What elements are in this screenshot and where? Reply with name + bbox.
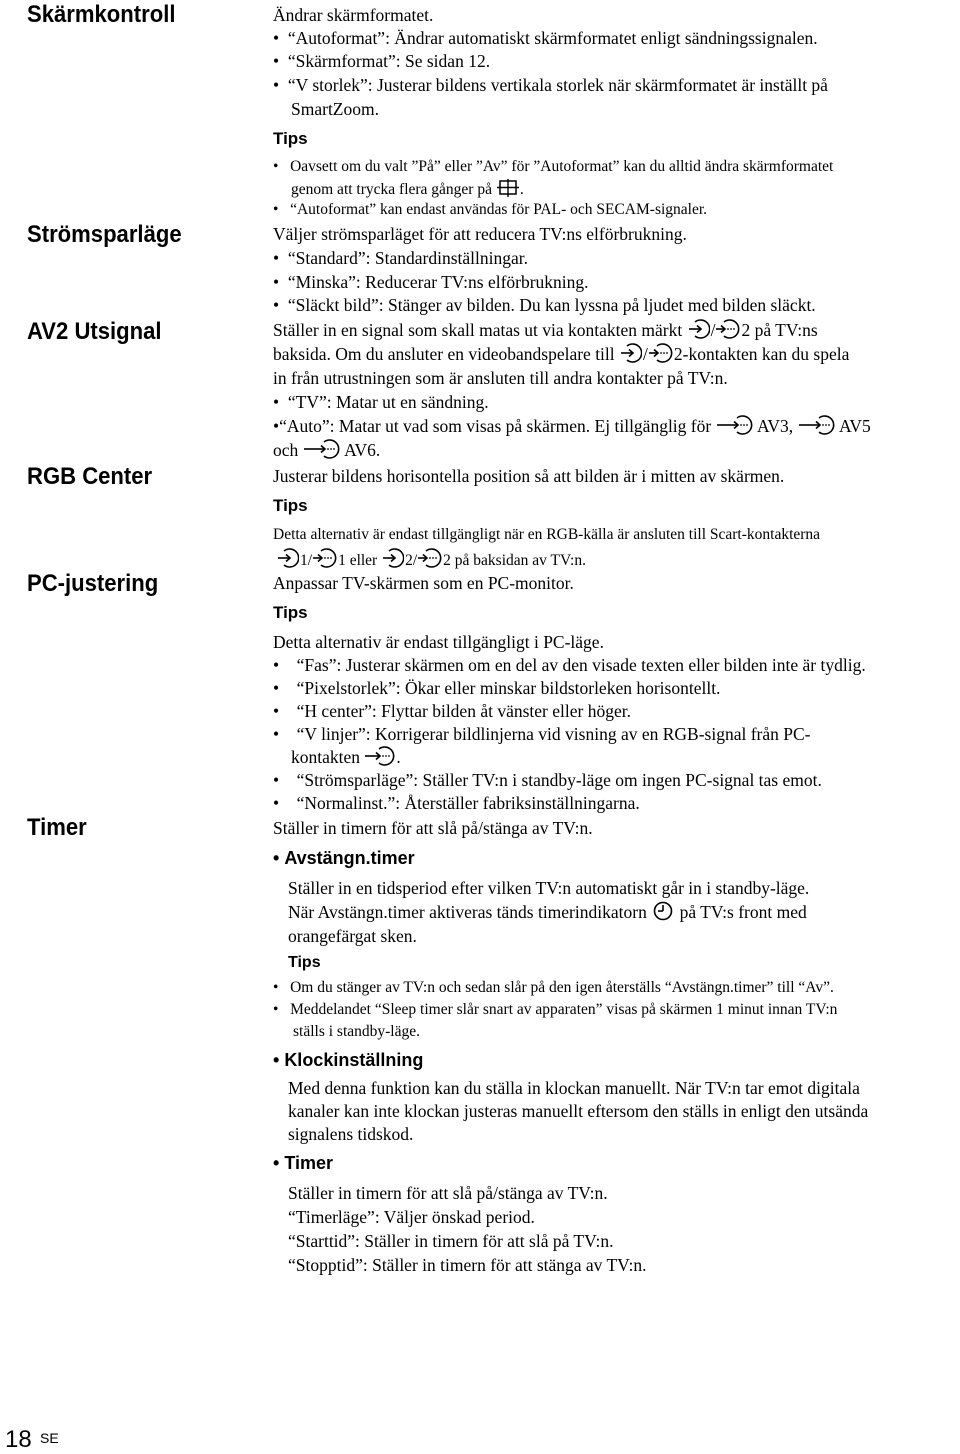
rgb-intro: Justerar bildens horisontella position så att bilden är i mitten av skärmen. [273, 466, 785, 486]
timer-intro: Ställer in timern för att slå på/stänga av TV:n. [273, 818, 593, 838]
skarm-intro: Ändrar skärmformatet. [273, 5, 434, 25]
timer-text: signalens tidskod. [288, 1124, 414, 1144]
tip-item: • Meddelandet “Sleep timer slår snart av apparaten” visas på skärmen 1 minut innan TV:n [273, 1001, 838, 1018]
av2-line: in från utrustningen som är ansluten till andra kontakter på TV:n. [273, 368, 728, 388]
output-arrow-icon [717, 415, 753, 435]
timer-text: När Avstängn.timer aktiveras tänds timerindikatorn på TV:s front med [288, 902, 807, 922]
av2-line: Ställer in en signal som skall matas ut via kontakten märkt / 2 på TV:ns [273, 320, 818, 340]
av2-line: baksida. Om du ansluter en videobandspelare till / 2-kontakten kan du spela [273, 344, 850, 364]
list-item-cont: SmartZoom. [291, 99, 379, 119]
list-item: • “V storlek”: Justerar bildens vertikala storlek när skärmformatet är inställt på [273, 75, 828, 95]
timer-text: Ställer in timern för att slå på/stänga av TV:n. [288, 1183, 608, 1203]
list-item: • “Strömsparläge”: Ställer TV:n i standby-läge om ingen PC-signal tas emot. [273, 770, 822, 790]
tips-label: Tips [273, 496, 308, 515]
tip-text: 1/ 1 eller 2/ 2 på baksidan av TV:n. [276, 548, 586, 571]
output-arrow-icon [313, 548, 337, 568]
list-item: • “Pixelstorlek”: Ökar eller minskar bildstorleken horisontellt. [273, 678, 721, 698]
list-item-cont: och AV6. [273, 440, 381, 460]
timer-text: orangefärgat sken. [288, 926, 417, 946]
subheading-timer: • Timer [273, 1153, 334, 1173]
input-arrow-icon [277, 548, 299, 568]
timer-text: kanaler kan inte klockan justeras manuellt eftersom den ställs in enligt den utsända [288, 1101, 869, 1121]
list-item-cont: kontakten . [291, 747, 401, 767]
list-item: • “Autoformat”: Ändrar automatiskt skärmformatet enligt sändningssignalen. [273, 28, 818, 48]
input-arrow-icon [620, 343, 642, 363]
list-item: • “TV”: Matar ut en sändning. [273, 392, 489, 412]
input-arrow-icon [688, 319, 710, 339]
list-item: • “Skärmformat”: Se sidan 12. [273, 51, 491, 71]
output-arrow-icon [418, 548, 442, 568]
tip-item: • “Autoformat” kan endast användas för PAL- och SECAM-signaler. [273, 201, 708, 218]
heading-av2-utsignal: AV2 Utsignal [27, 318, 162, 345]
subheading-klockinstallning: • Klockinställning [273, 1050, 424, 1070]
heading-stromsparlage: Strömsparläge [27, 221, 182, 248]
tip-item: • Om du stänger av TV:n och sedan slår på den igen återställs “Avstängn.timer” till “Av”. [273, 979, 834, 996]
language-code: SE [40, 1430, 59, 1446]
output-arrow-icon [365, 746, 395, 766]
timer-text: Ställer in en tidsperiod efter vilken TV:n automatiskt går in i standby-läge. [288, 878, 810, 898]
tip-item: • Oavsett om du valt ”På” eller ”Av” för ”Autoformat” kan du alltid ändra skärmformatet [273, 158, 834, 175]
tips-label: Tips [273, 129, 308, 148]
strom-intro: Väljer strömsparläget för att reducera TV:ns elförbrukning. [273, 224, 687, 244]
list-item: • “Normalinst.”: Återställer fabriksinställningarna. [273, 793, 640, 813]
output-arrow-icon [799, 415, 835, 435]
heading-skarmkontroll: Skärmkontroll [27, 1, 176, 28]
list-item: • “H center”: Flyttar bilden åt vänster eller höger. [273, 701, 631, 721]
list-item: • “Standard”: Standardinställningar. [273, 248, 528, 268]
list-item: • “Minska”: Reducerar TV:ns elförbrukning. [273, 272, 589, 292]
heading-pc-justering: PC-justering [27, 570, 159, 597]
tips-label: Tips [288, 954, 321, 971]
pc-note: Detta alternativ är endast tillgängligt i PC-läge. [273, 632, 604, 652]
pc-intro: Anpassar TV-skärmen som en PC-monitor. [273, 573, 574, 593]
page-number: 18 [5, 1426, 32, 1453]
list-item: •“Auto”: Matar ut vad som visas på skärmen. Ej tillgänglig för AV3, AV5 [273, 416, 871, 436]
list-item: • “Släckt bild”: Stänger av bilden. Du kan lyssna på ljudet med bilden släckt. [273, 295, 816, 315]
wide-mode-icon [497, 179, 519, 197]
list-item: • “V linjer”: Korrigerar bildlinjerna vid visning av en RGB-signal från PC- [273, 724, 811, 744]
output-arrow-icon [716, 319, 740, 339]
subheading-avstangn-timer: • Avstängn.timer [273, 848, 415, 868]
timer-text: “Starttid”: Ställer in timern för att slå på TV:n. [288, 1231, 614, 1251]
tip-text: Detta alternativ är endast tillgängligt när en RGB-källa är ansluten till Scart-kontakterna [273, 526, 821, 543]
timer-text: Med denna funktion kan du ställa in klockan manuellt. När TV:n tar emot digitala [288, 1078, 860, 1098]
timer-indicator-icon [652, 901, 674, 921]
list-item: • “Fas”: Justerar skärmen om en del av den visade texten eller bilden inte är tydlig. [273, 655, 866, 675]
input-arrow-icon [382, 548, 404, 568]
output-arrow-icon [304, 439, 340, 459]
timer-text: “Stopptid”: Ställer in timern för att stänga av TV:n. [288, 1255, 647, 1275]
output-arrow-icon [649, 343, 673, 363]
tip-item-cont: ställs i standby-läge. [293, 1023, 420, 1040]
timer-text: “Timerläge”: Väljer önskad period. [288, 1207, 535, 1227]
tips-label: Tips [273, 603, 308, 622]
heading-timer: Timer [27, 814, 87, 841]
tip-item-cont: genom att trycka flera gånger på . [291, 181, 524, 198]
heading-rgb-center: RGB Center [27, 463, 153, 490]
